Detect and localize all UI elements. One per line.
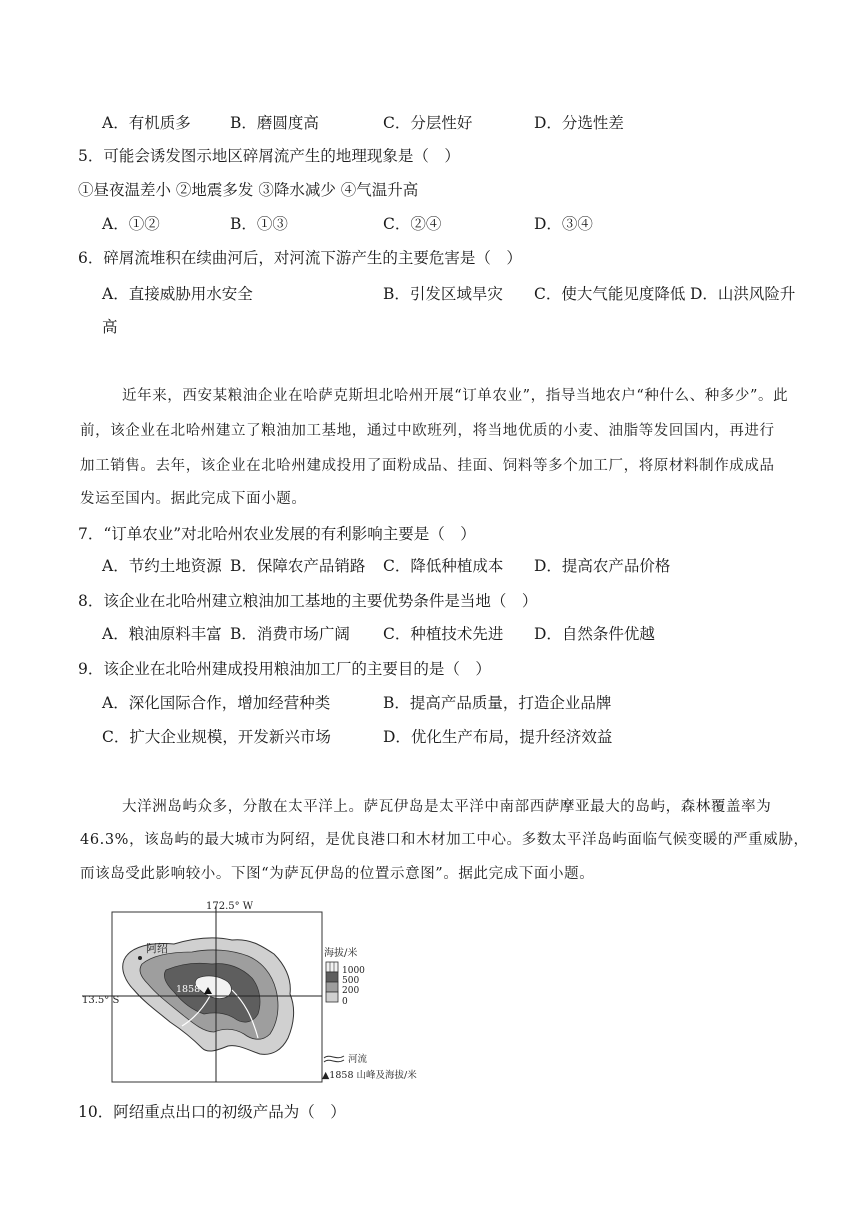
latitude-label: 13.5° S [82,995,120,1006]
legend-river: 河流 [348,1054,368,1065]
q8-stem: 8．该企业在北哈州建立粮油加工基地的主要优势条件是当地（ ） [78,592,538,610]
legend-swatch-500 [326,972,338,982]
q7-option-a[interactable]: A．节约土地资源 [102,557,222,575]
passage1-line-3: 加工销售。去年，该企业在北哈州建成投用了面粉成品、挂面、饲料等多个加工厂，将原材料制作成成品 [80,458,775,474]
q4-option-c[interactable]: C．分层性好 [383,114,473,132]
q5-stem: 5．可能会诱发图示地区碎屑流产生的地理现象是（ ） [78,147,460,165]
q9-option-d[interactable]: D．优化生产布局，提升经济效益 [383,728,613,746]
q4-option-a[interactable]: A．有机质多 [102,114,191,132]
q7-stem: 7．“订单农业”对北哈州农业发展的有利影响主要是（ ） [78,525,476,543]
savaii-location-map [82,898,442,1088]
q8-option-b[interactable]: B．消费市场广阔 [230,625,350,643]
q6-option-b[interactable]: B．引发区域旱灾 [383,285,503,303]
q5-option-b[interactable]: B．①③ [230,215,288,233]
legend-peak: ▲1858 山峰及海拔/米 [322,1070,417,1081]
passage2-line-1: 大洋洲岛屿众多，分散在太平洋上。萨瓦伊岛是太平洋中南部西萨摩亚最大的岛屿，森林覆盖率为 [122,799,772,815]
city-label: 阿绍 [146,942,168,955]
passage1-line-2: 前，该企业在北哈州建立了粮油加工基地，通过中欧班列，将当地优质的小麦、油脂等发回国内，再进行 [80,423,775,439]
river-legend-icon [324,1056,344,1058]
passage1-line-1: 近年来，西安某粮油企业在哈萨克斯坦北哈州开展“订单农业”，指导当地农户“种什么、种多少”。此 [122,388,789,404]
q9-option-b[interactable]: B．提高产品质量，打造企业品牌 [383,694,612,712]
q6-option-d[interactable]: D．山洪风险升 [690,285,796,303]
q4-option-d[interactable]: D．分选性差 [534,114,624,132]
passage2-line-3: 而该岛受此影响较小。下图“为萨瓦伊岛的位置示意图”。据此完成下面小题。 [80,866,595,882]
passage1-line-4: 发运至国内。据此完成下面小题。 [80,491,307,507]
q4-option-b[interactable]: B．磨圆度高 [230,114,319,132]
q5-option-a[interactable]: A．①② [102,215,160,233]
q10-stem: 10．阿绍重点出口的初级产品为（ ） [78,1103,346,1121]
q6-option-a[interactable]: A．直接威胁用水安全 [102,285,253,303]
q6-option-d-wrap: 高 [102,318,118,336]
city-marker [138,956,142,960]
q8-option-c[interactable]: C．种植技术先进 [383,625,504,643]
longitude-label: 172.5° W [206,901,254,912]
legend-level-500: 500 [342,976,360,986]
q7-option-d[interactable]: D．提高农产品价格 [534,557,671,575]
q5-items: ①昼夜温差小 ②地震多发 ③降水减少 ④气温升高 [78,181,419,199]
q7-option-c[interactable]: C．降低种植成本 [383,557,504,575]
legend-level-1000: 1000 [342,966,365,976]
legend-title: 海拔/米 [324,948,358,959]
q6-option-c[interactable]: C．使大气能见度降低 [534,285,686,303]
q9-option-c[interactable]: C．扩大企业规模，开发新兴市场 [102,728,331,746]
peak-label: 1858 [176,984,201,995]
q8-option-a[interactable]: A．粮油原料丰富 [102,625,222,643]
q9-stem: 9．该企业在北哈州建成投用粮油加工厂的主要目的是（ ） [78,660,491,678]
legend-level-200: 200 [342,986,360,996]
legend-swatch-200 [326,982,338,992]
legend-swatch-1000 [326,962,338,972]
q6-stem: 6．碎屑流堆积在续曲河后，对河流下游产生的主要危害是（ ） [78,249,522,267]
q7-option-b[interactable]: B．保障农产品销路 [230,557,366,575]
q5-option-d[interactable]: D．③④ [534,215,593,233]
q9-option-a[interactable]: A．深化国际合作，增加经营种类 [102,694,331,712]
q8-option-d[interactable]: D．自然条件优越 [534,625,655,643]
legend-swatch-0 [326,992,338,1002]
q5-option-c[interactable]: C．②④ [383,215,442,233]
legend-level-0: 0 [342,997,348,1007]
passage2-line-2: 46.3%，该岛屿的最大城市为阿绍，是优良港口和木材加工中心。多数太平洋岛屿面临气候变暖的严重威胁， [80,832,809,848]
